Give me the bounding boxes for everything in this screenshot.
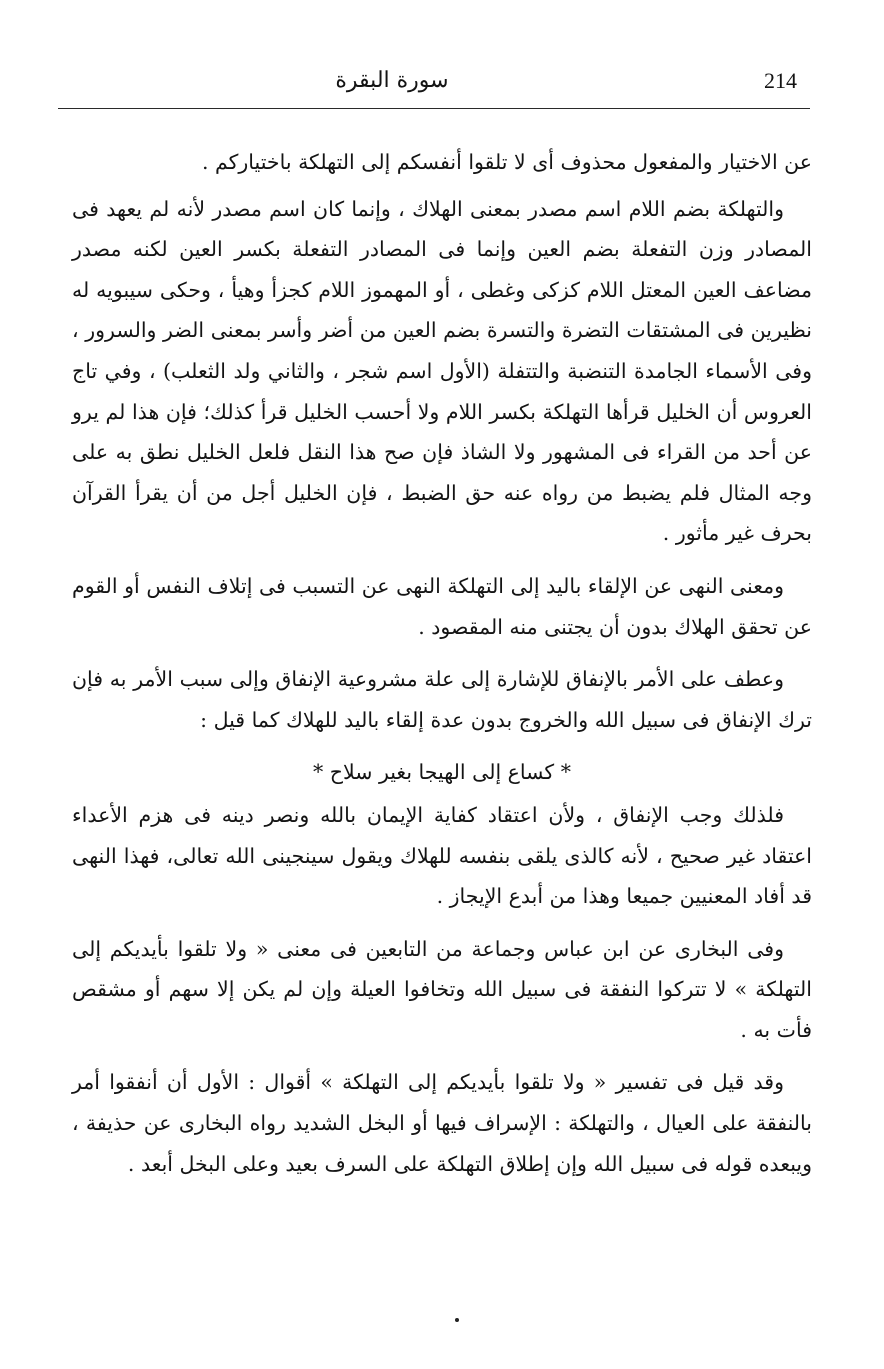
- body-text: [72, 142, 812, 1196]
- paragraph-1: عن الاختيار والمفعول محذوف أى لا تلقوا أنفسكم إلى التهلكة باختياركم .: [201, 150, 812, 174]
- page-title: سورة البقرة: [335, 68, 449, 93]
- paragraph-7: وقد قيل فى تفسير « ولا تلقوا بأيديكم إلى التهلكة » أقوال : الأول أن أنفقوا أمر بالنفقة على العيال ، والتهلكة : الإسراف فيها أو البخل الشديد رواه البخارى عن حذيفة ، ويبعده قوله فى سبيل الله وإن إطلاق التهلكة على السرف بعيد وعلى البخل أبعد .: [72, 1070, 812, 1176]
- paragraph-2: والتهلكة بضم اللام اسم مصدر بمعنى الهلاك ، وإنما كان اسم مصدر لأنه لم يعهد فى المصادر وزن التفعلة بضم العين وإنما فى المصادر التفعلة بكسر العين لكنه مصدر مضاعف العين المعتل اللام كزكى وغطى ، أو المهموز اللام كجزأ وهيأ ، وحكى سيبويه له نظيرين فى المشتقات التضرة والتسرة بضم العين من أضر وأسر بمعنى الضر والسرور ، وفى الأسماء الجامدة التنضبة والتتفلة (الأول اسم شجر ، والثاني ولد الثعلب) ، وفي تاج العروس أن الخليل قرأها التهلكة بكسر اللام ولا أحسب الخليل قرأ كذلك؛ فإن هذا لم يرو عن أحد من القراء فى المشهور ولا الشاذ فإن صح هذا النقل فلعل الخليل نطق به على وجه المثال فلم يضبط من رواه عنه حق الضبط ، فإن الخليل أجل من أن يقرأ القرآن بحرف غير مأثور .: [72, 196, 812, 546]
- page-number: 214: [764, 68, 797, 93]
- poetry-verse: * كساع إلى الهيجا بغير سلاح *: [313, 760, 571, 785]
- paragraph-3: ومعنى النهى عن الإلقاء باليد إلى التهلكة النهى عن التسبب فى إتلاف النفس أو القوم عن تحقق الهلاك بدون أن يجتنى منه المقصود .: [72, 573, 812, 639]
- header-rule: [58, 108, 810, 109]
- paragraph-5: فلذلك وجب الإنفاق ، ولأن اعتقاد كفاية الإيمان بالله ونصر دينه فى هزم الأعداء اعتقاد غير صحيح ، لأنه كالذى يلقى بنفسه للهلاك ويقول سينجينى الله تعالى، فهذا النهى قد أفاد المعنيين جميعا وهذا من أبدع الإيجاز .: [72, 802, 812, 909]
- page-header: [58, 62, 810, 100]
- footer-dot: [455, 1318, 459, 1322]
- paragraph-6: وفى البخارى عن ابن عباس وجماعة من التابعين فى معنى « ولا تلقوا بأيديكم إلى التهلكة » لا تتركوا النفقة فى سبيل الله وتخافوا العيلة وإن لم يكن إلا سهم أو مشقص فأت به .: [72, 936, 812, 1042]
- paragraph-4: وعطف على الأمر بالإنفاق للإشارة إلى علة مشروعية الإنفاق وإلى سبب الأمر به فإن ترك الإنفاق فى سبيل الله والخروج بدون عدة إلقاء باليد للهلاك كما قيل :: [72, 667, 812, 732]
